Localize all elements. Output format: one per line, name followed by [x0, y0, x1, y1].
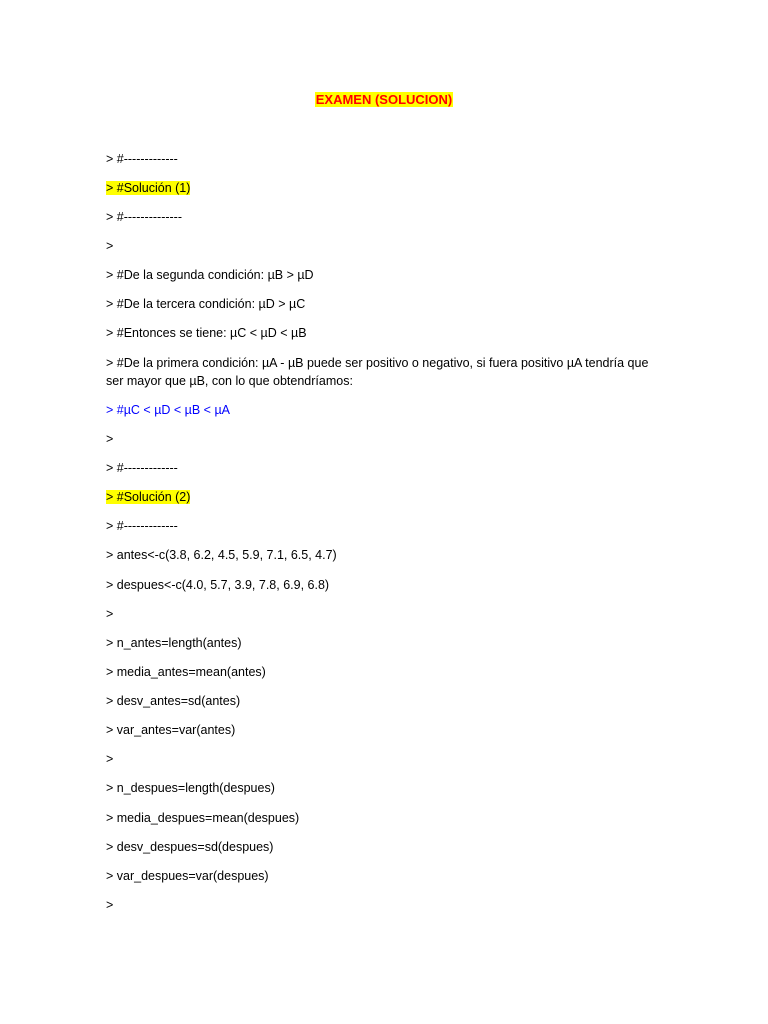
code-line: > antes<-c(3.8, 6.2, 4.5, 5.9, 7.1, 6.5, 4.7) — [106, 548, 337, 562]
code-line: > #De la tercera condición: µD > µC — [106, 297, 306, 311]
code-line: > desv_antes=sd(antes) — [106, 694, 241, 708]
code-line: > — [106, 752, 114, 766]
code-line: > #De la primera condición: µA - µB puede ser positivo o negativo, si fuera positivo µA tendría que ser mayor que µB, con lo que obtendríamos: — [106, 356, 652, 388]
code-line: > #De la segunda condición: µB > µD — [106, 268, 314, 282]
code-line: > — [106, 607, 114, 621]
section-heading: > #Solución (1) — [106, 181, 191, 195]
code-line: > — [106, 898, 114, 912]
code-line: > #------------- — [106, 461, 178, 475]
code-line: > #------------- — [106, 152, 178, 166]
code-line: > desv_despues=sd(despues) — [106, 840, 274, 854]
code-line: > var_despues=var(despues) — [106, 869, 269, 883]
code-line: > media_antes=mean(antes) — [106, 665, 266, 679]
code-line: > #------------- — [106, 519, 178, 533]
code-line: > n_antes=length(antes) — [106, 636, 242, 650]
result-line: > #µC < µD < µB < µA — [106, 403, 230, 417]
section-heading: > #Solución (2) — [106, 490, 191, 504]
code-line: > var_antes=var(antes) — [106, 723, 236, 737]
document-title: EXAMEN (SOLUCION) — [315, 92, 453, 107]
title-row — [0, 92, 768, 108]
code-line: > #-------------- — [106, 210, 183, 224]
code-line: > #Entonces se tiene: µC < µD < µB — [106, 326, 307, 340]
code-line: > — [106, 239, 114, 253]
code-line: > media_despues=mean(despues) — [106, 811, 300, 825]
code-line: > n_despues=length(despues) — [106, 781, 275, 795]
code-line: > — [106, 432, 114, 446]
code-line: > despues<-c(4.0, 5.7, 3.9, 7.8, 6.9, 6.8) — [106, 578, 330, 592]
